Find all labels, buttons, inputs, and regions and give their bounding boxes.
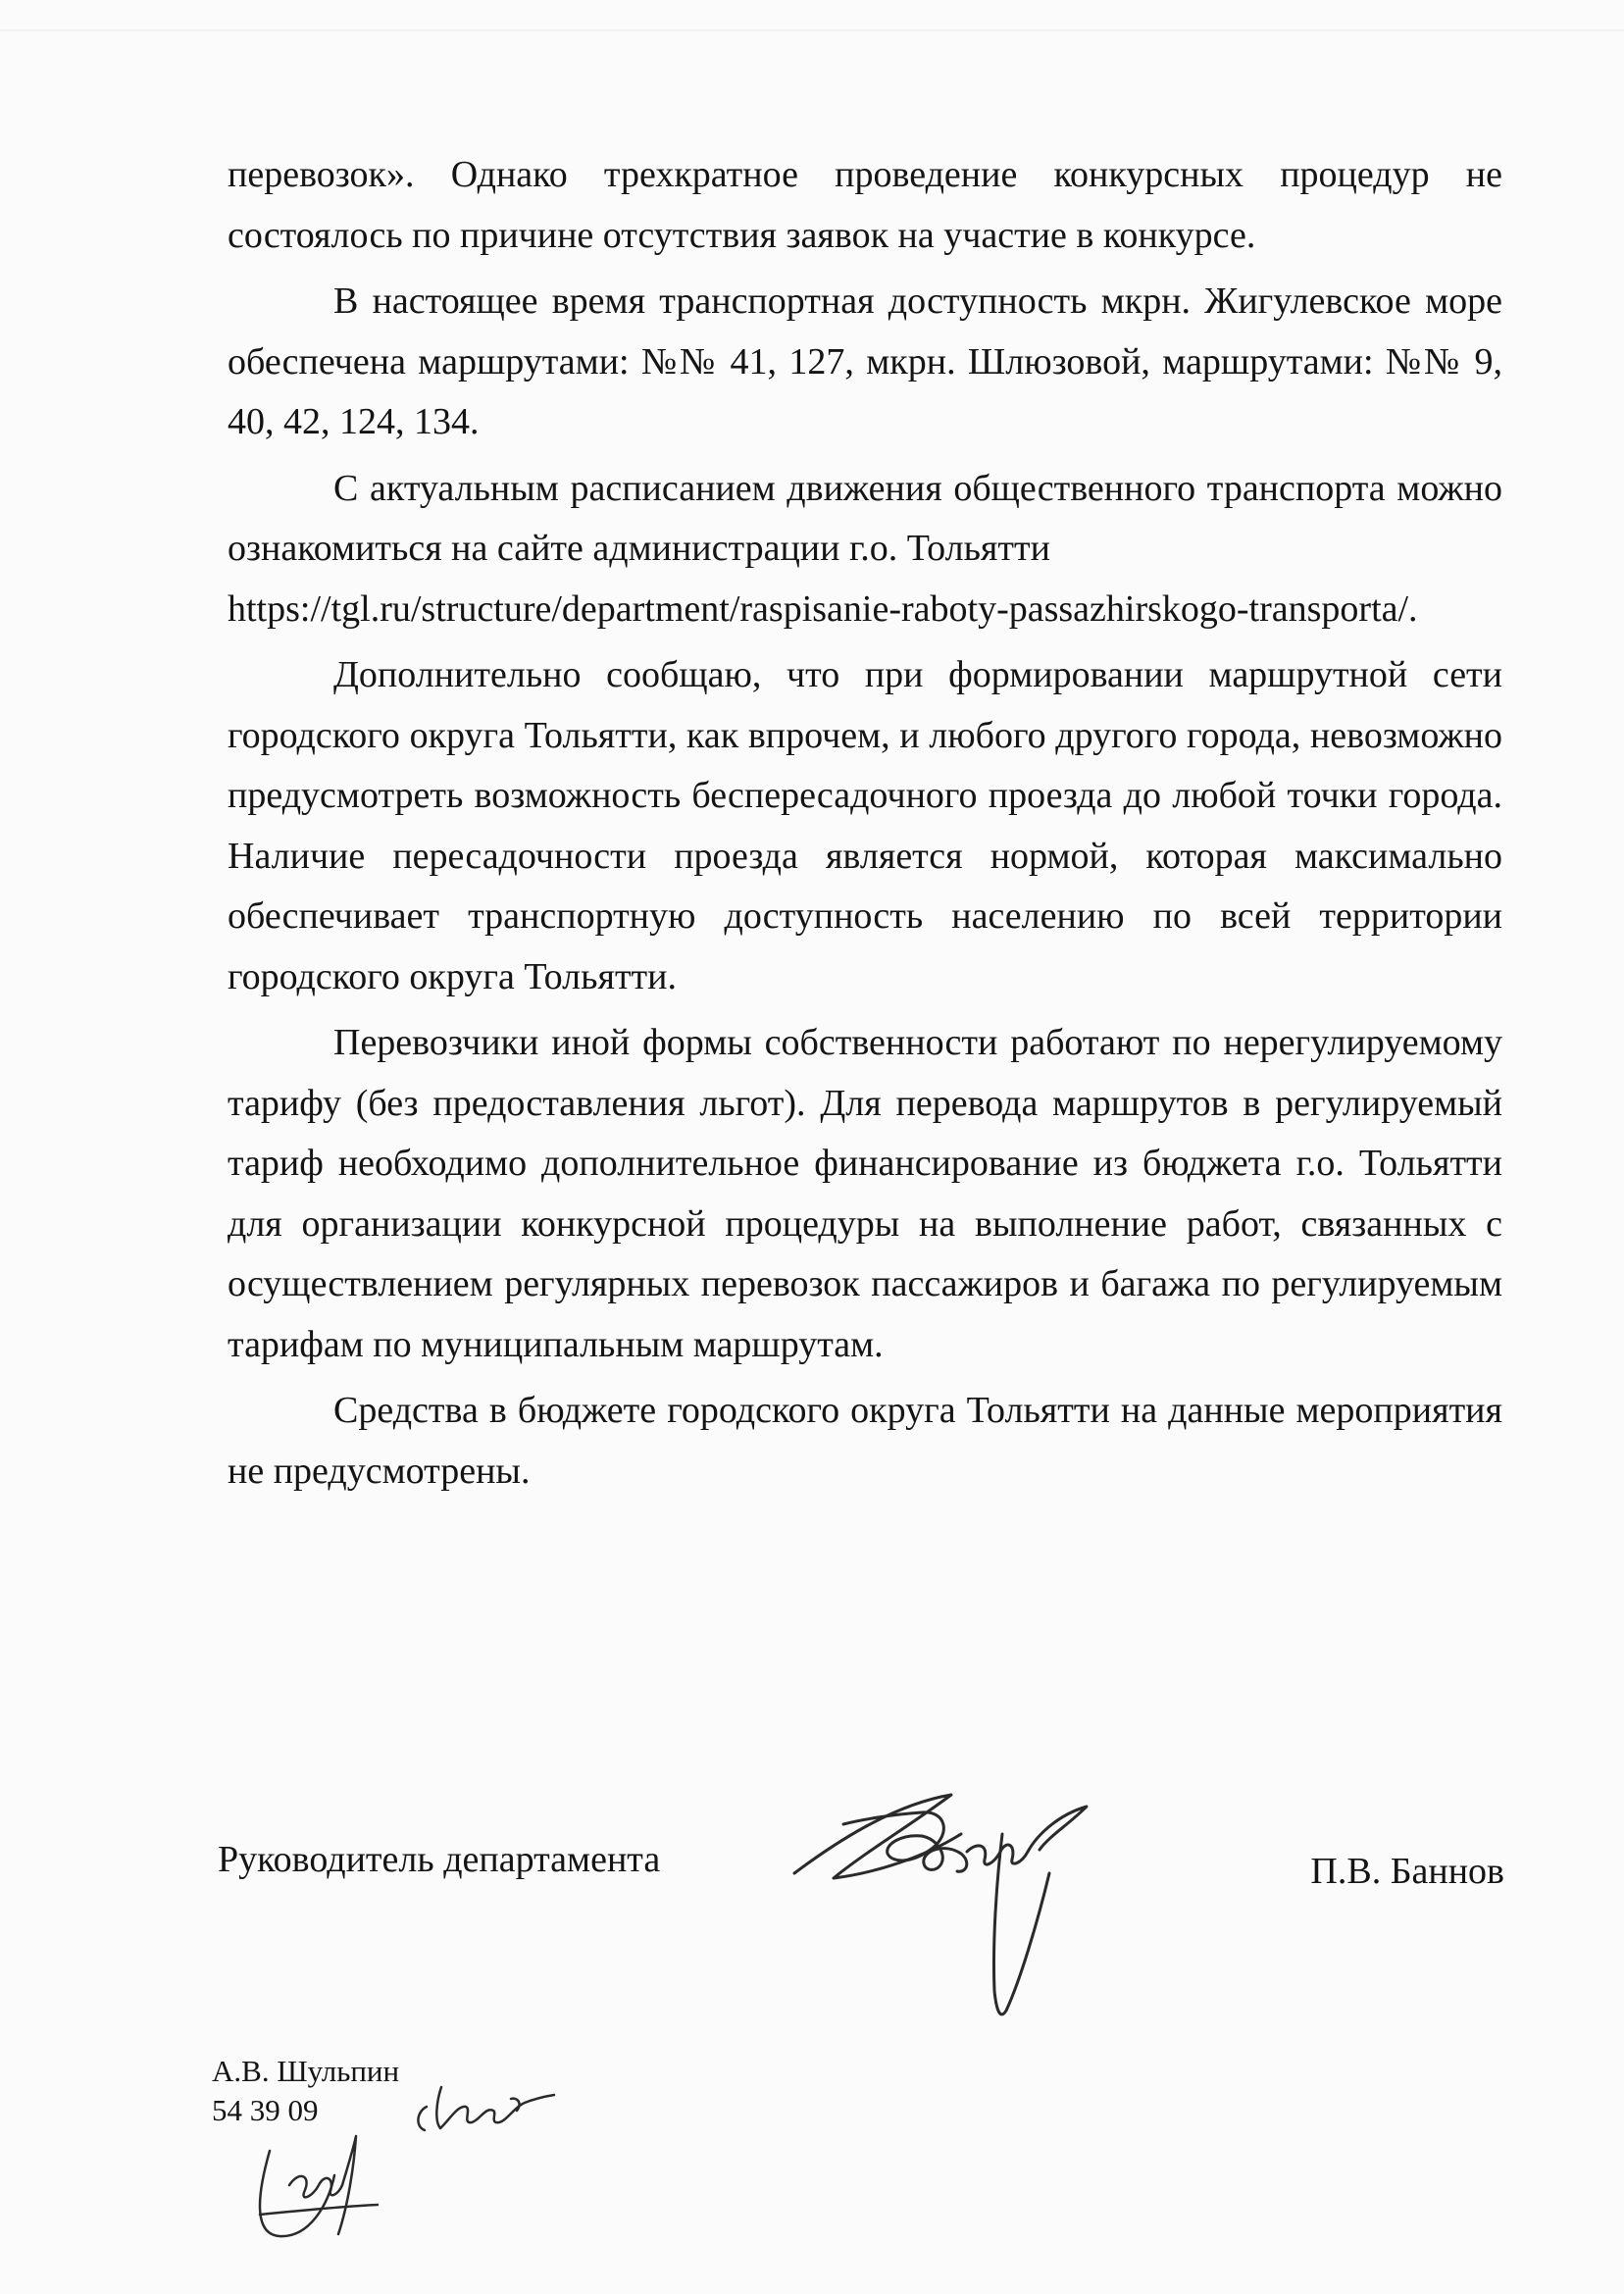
executor-name: А.В. Шульпин bbox=[212, 2054, 400, 2088]
paragraph-6: Средства в бюджете городского округа Тольятти на данные мероприятия не предусмотрены. bbox=[228, 1390, 1502, 1492]
executor-phone: 54 39 09 bbox=[212, 2093, 319, 2127]
paragraph-1: перевозок». Однако трехкратное проведение конкурсных процедур не состоялось по причине отсутствия заявок на участие в конкурсе. bbox=[228, 154, 1502, 256]
paragraph-3 bbox=[228, 459, 1502, 640]
paragraph-3-text: С актуальным расписанием движения общественного транспорта можно ознакомиться на сайте администрации г.о. Тольятти bbox=[228, 467, 1502, 569]
letter-body bbox=[228, 145, 1502, 1507]
approval-initials bbox=[240, 2067, 593, 2264]
schedule-url: https://tgl.ru/structure/department/raspisanie-raboty-passazhirskogo-transporta/. bbox=[228, 587, 1418, 630]
signatory-name: П.В. Баннов bbox=[1310, 1851, 1504, 1892]
paragraph-5: Перевозчики иной формы собственности работают по нерегулируемому тарифу (без предоставления льгот). Для перевода маршрутов в регулируемый тариф необходимо дополнительное финансирование из бюджета г.о. Тольятти для организации конкурсной процедуры на выполнение работ, связанных с осуществлением регулярных перевозок пассажиров и багажа по регулируемым тарифам по муниципальным маршрутам. bbox=[228, 1022, 1502, 1365]
paragraph-2: В настоящее время транспортная доступность мкрн. Жигулевское море обеспечена маршрутами: №№ 41, 127, мкрн. Шлюзовой, маршрутами: №№ 9, 40, 42, 124, 134. bbox=[228, 280, 1502, 442]
signatory-role: Руководитель департамента bbox=[218, 1839, 661, 1880]
paragraph-4: Дополнительно сообщаю, что при формировании маршрутной сети городского округа Тольятти, как впрочем, и любого другого города, невозможно предусмотреть возможность беспересадочного проезда до любой точки города. Наличие пересадочности проезда является нормой, которая максимально обеспечивает транспортную доступность населению по всей территории городского округа Тольятти. bbox=[228, 654, 1502, 997]
handwritten-signature bbox=[775, 1765, 1167, 2060]
scan-edge-shadow bbox=[0, 29, 1624, 31]
